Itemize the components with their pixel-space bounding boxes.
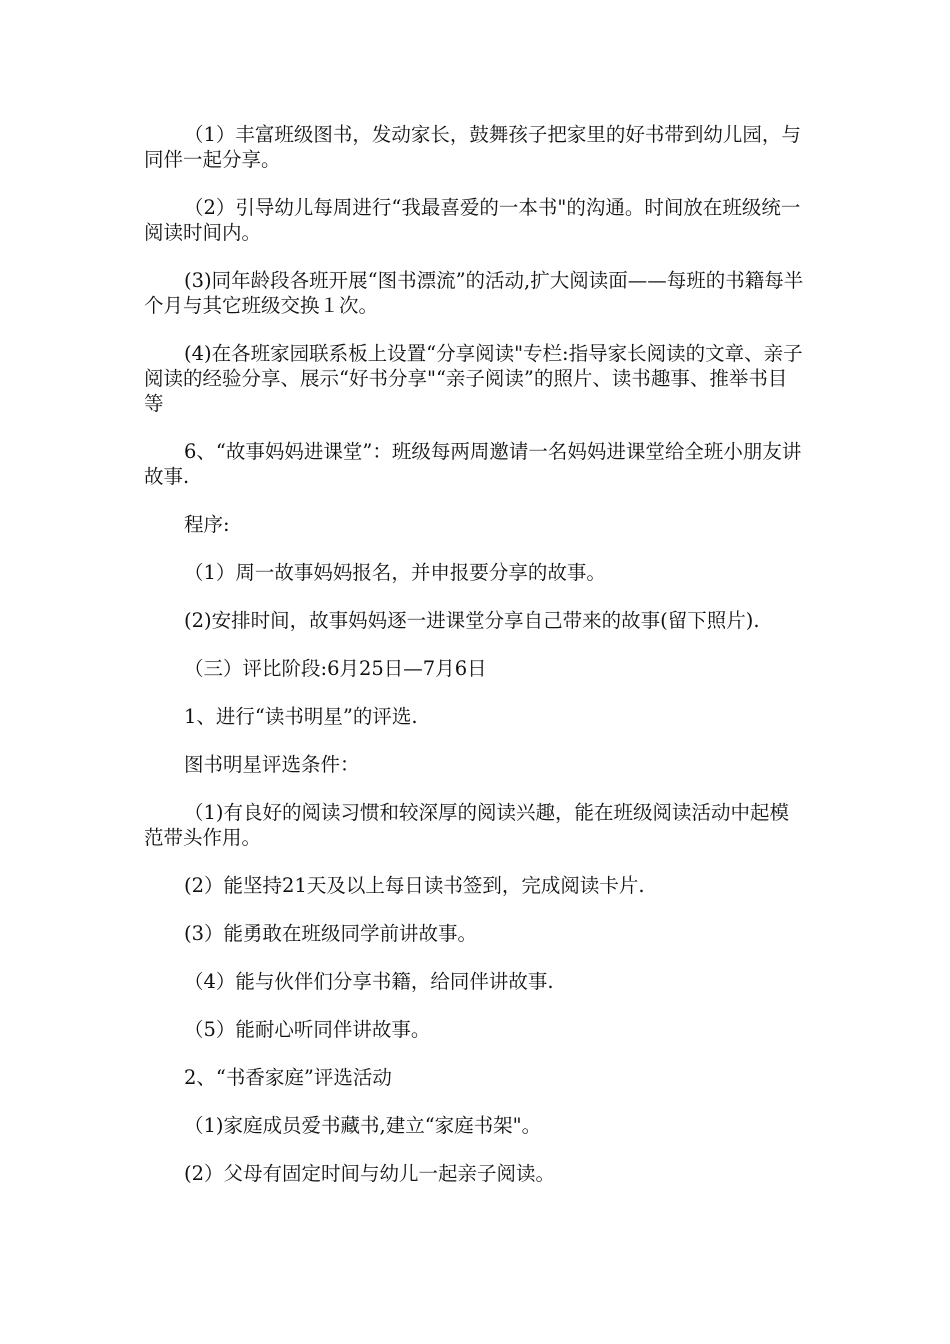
paragraph-4: (4)在各班家园联系板上设置“分享阅读"专栏:指导家长阅读的文章、亲子阅读的经验分享、展示“好书分享"“亲子阅读”的照片、读书趣事、推举书目等 bbox=[144, 342, 803, 415]
paragraph-17: 2、“书香家庭”评选活动 bbox=[184, 1066, 392, 1089]
paragraph-16: （5）能耐心听同伴讲故事。 bbox=[184, 1018, 431, 1041]
paragraph-2: （2）引导幼儿每周进行“我最喜爱的一本书"的沟通。时间放在班级统一阅读时间内。 bbox=[144, 196, 801, 244]
paragraph-3: (3)同年龄段各班开展“图书漂流”的活动,扩大阅读面——每班的书籍每半个月与其它班级交换１次。 bbox=[144, 269, 804, 317]
document-body bbox=[144, 122, 804, 1186]
paragraph-9: （三）评比阶段:6月25日—7月6日 bbox=[184, 657, 487, 680]
paragraph-7: （1）周一故事妈妈报名，并申报要分享的故事。 bbox=[184, 561, 606, 584]
paragraph-11: 图书明星评选条件： bbox=[184, 753, 360, 776]
paragraph-15: （4）能与伙伴们分享书籍，给同伴讲故事. bbox=[184, 970, 554, 993]
paragraph-10: 1、进行“读书明星”的评选. bbox=[184, 705, 418, 728]
paragraph-8: (2)安排时间，故事妈妈逐一进课堂分享自己带来的故事(留下照片). bbox=[184, 609, 760, 632]
paragraph-1: （1）丰富班级图书，发动家长，鼓舞孩子把家里的好书带到幼儿园，与同伴一起分享。 bbox=[144, 123, 801, 171]
paragraph-12: （1)有良好的阅读习惯和较深厚的阅读兴趣，能在班级阅读活动中起模范带头作用。 bbox=[144, 801, 790, 849]
paragraph-18: （1)家庭成员爱书藏书,建立“家庭书架"。 bbox=[184, 1114, 542, 1137]
paragraph-19: (2）父母有固定时间与幼儿一起亲子阅读。 bbox=[184, 1162, 556, 1185]
paragraph-5: 6、“故事妈妈进课堂”：班级每两周邀请一名妈妈进课堂给全班小朋友讲故事. bbox=[144, 440, 802, 488]
paragraph-13: (2）能坚持21天及以上每日读书签到，完成阅读卡片. bbox=[184, 874, 645, 897]
paragraph-14: (3）能勇敢在班级同学前讲故事。 bbox=[184, 922, 478, 945]
paragraph-6: 程序: bbox=[184, 513, 230, 536]
